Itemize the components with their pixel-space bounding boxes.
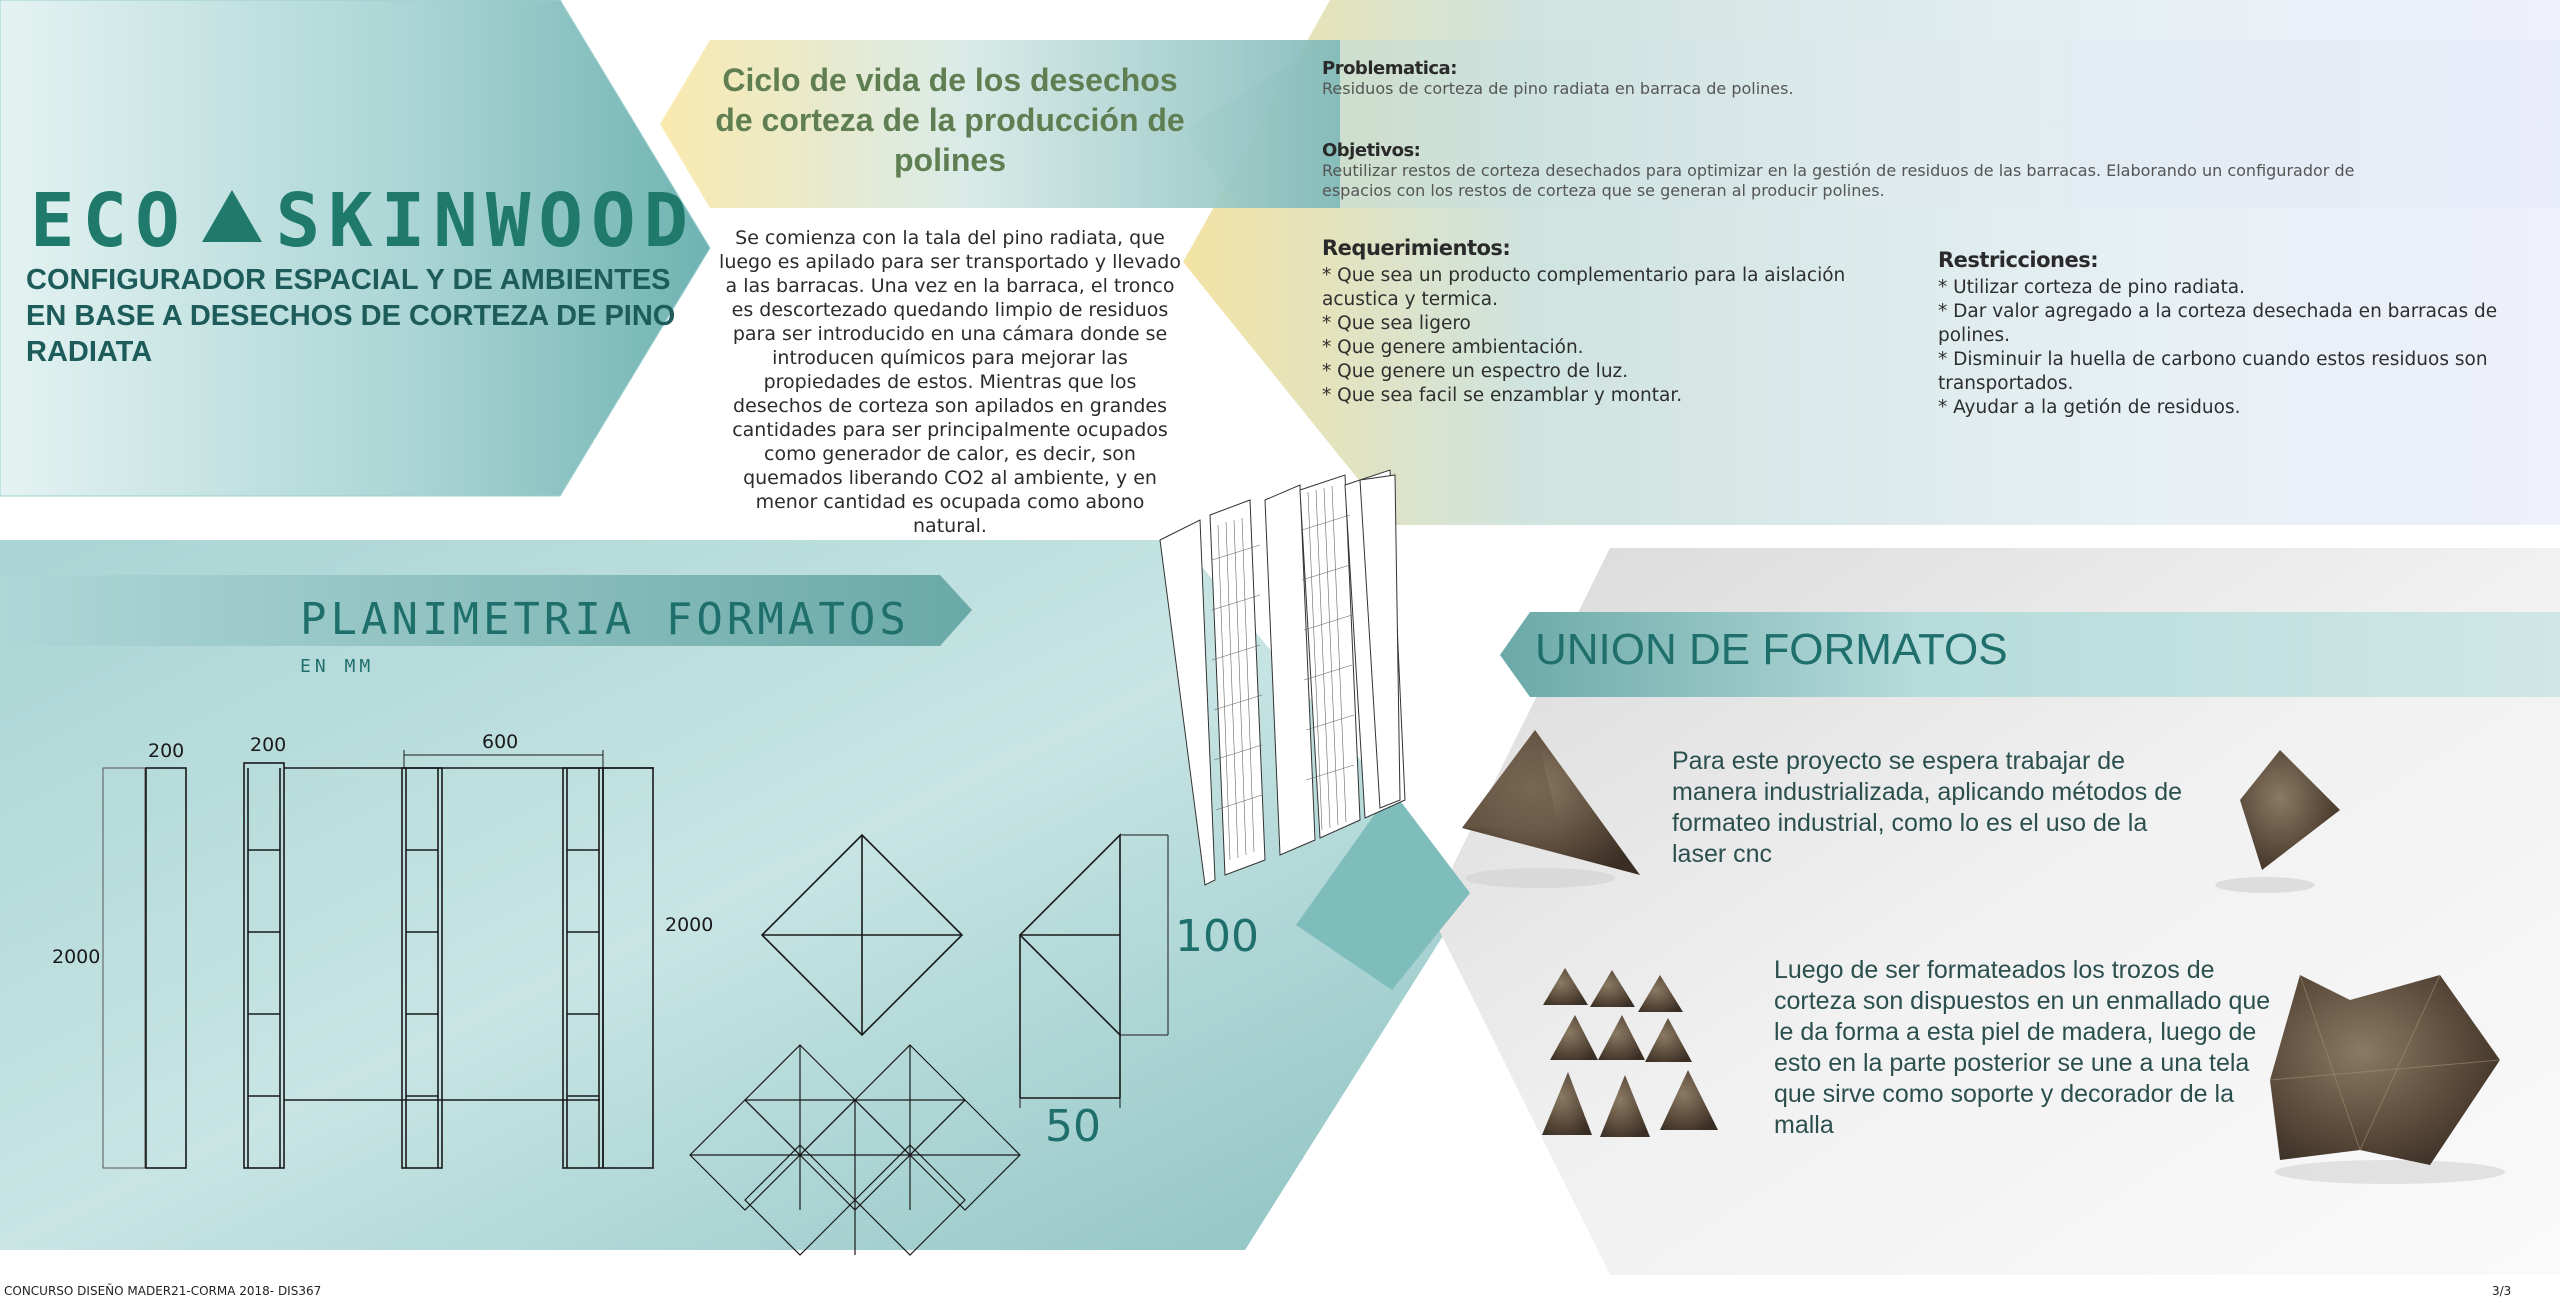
union-paragraph-2: Luego de ser formateados los trozos de corteza son dispuestos en un enmallado que le da forma a esta piel de madera, luego de esto en la parte posterior se une a una tela que sirve como soporte y decorador de la malla (1774, 956, 2271, 1139)
problematica-section (1322, 58, 2422, 99)
list-item: * Dar valor agregado a la corteza desechada en barracas de polines. (1938, 301, 2498, 346)
cycle-body: Se comienza con la tala del pino radiata, que luego es apilado para ser transportado y llevado a las barracas. Una vez en la barraca, el tronco es descortezado quedando limpio de residuos para ser introducido en una cámara donde se introducen químicos para mejorar las propiedades de estos. Mientras que los desechos de corteza son apilados en grandes cantidades para ser principalmente ocupados como generador de calor, es decir, son quemados liberando CO2 al ambiente, y en menor cantidad es ocupada como abono natural. (719, 227, 1181, 537)
logo (30, 178, 696, 264)
union-paragraph-1: Para este proyecto se espera trabajar de manera industrializada, aplicando métodos de formateo industrial, como lo es el uso de la laser cnc (1672, 747, 2183, 868)
list-item: * Que sea un producto complementario para la aislación acustica y termica. (1322, 265, 1846, 310)
logo-word-skinwood: SKINWOOD (275, 178, 697, 264)
restricciones-section (1938, 248, 2528, 420)
planimetria-title: PLANIMETRIA FORMATOS (300, 594, 910, 645)
dim-2000-b: 2000 (665, 914, 714, 936)
objetivos-section (1322, 140, 2402, 201)
list-item: * Que genere ambientación. (1322, 337, 1584, 358)
project-subtitle: CONFIGURADOR ESPACIAL Y DE AMBIENTES EN BASE A DESECHOS DE CORTEZA DE PINO RADIATA (26, 264, 676, 368)
dim-200-a: 200 (148, 740, 185, 762)
dim-200-b: 200 (250, 734, 287, 756)
list-item: * Disminuir la huella de carbono cuando estos residuos son transportados. (1938, 349, 2488, 394)
dim-600: 600 (482, 731, 519, 753)
restricciones-heading: Restricciones: (1938, 248, 2099, 272)
dim-2000-a: 2000 (52, 946, 101, 968)
requerimientos-list (1322, 264, 1916, 408)
list-item: * Que sea ligero (1322, 313, 1471, 334)
requerimientos-section (1322, 236, 1916, 408)
dim-100: 100 (1175, 911, 1259, 962)
cycle-title: Ciclo de vida de los desechos de corteza de la producción de polines (715, 62, 1185, 178)
footer-page-number: 3/3 (2492, 1284, 2512, 1298)
list-item: * Ayudar a la getión de residuos. (1938, 397, 2241, 418)
list-item: * Utilizar corteza de pino radiata. (1938, 277, 2245, 298)
footer-contest: CONCURSO DISEÑO MADER21-CORMA 2018- DIS367 (4, 1284, 322, 1298)
planimetria-unit: EN MM (300, 656, 375, 677)
objetivos-heading: Objetivos: (1322, 140, 1421, 161)
problematica-heading: Problematica: (1322, 58, 1457, 79)
list-item: * Que sea facil se enzamblar y montar. (1322, 385, 1683, 406)
triangle-icon (202, 190, 262, 242)
dim-50: 50 (1045, 1101, 1101, 1152)
objetivos-text: Reutilizar restos de corteza desechados para optimizar en la gestión de residuos de las barracas. Elaborando un configurador de espacios con los restos de corteza que se generan al producir polines. (1322, 161, 2355, 200)
list-item: * Que genere un espectro de luz. (1322, 361, 1629, 382)
logo-word-eco: ECO (30, 178, 188, 264)
problematica-text: Residuos de corteza de pino radiata en barraca de polines. (1322, 79, 1794, 98)
requerimientos-heading: Requerimientos: (1322, 236, 1511, 260)
restricciones-list (1938, 276, 2528, 420)
union-title: UNION DE FORMATOS (1535, 625, 2008, 674)
